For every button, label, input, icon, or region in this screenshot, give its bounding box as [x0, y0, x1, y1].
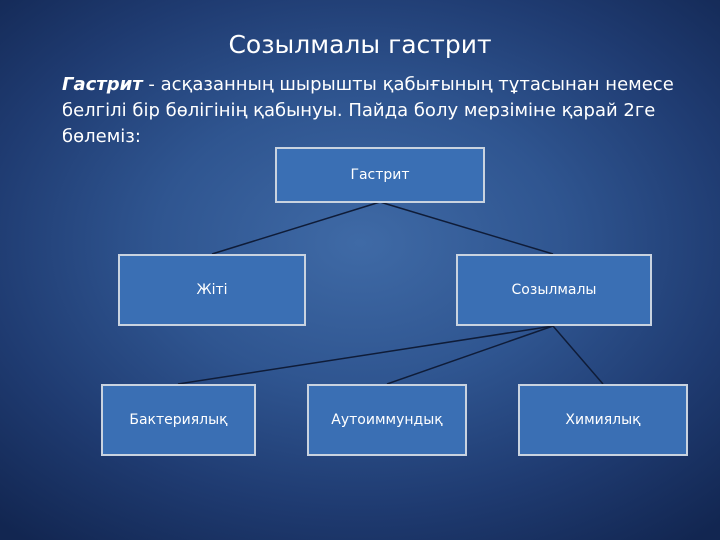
node-gastritis-root: Гастрит — [275, 147, 485, 203]
node-bacterial: Бактериялық — [101, 384, 256, 456]
definition-text: - асқазанның шырышты қабығының тұтасынан немесе белгілі бір бөлігінің қабынуы. Пайда болу мерзіміне қарай 2ге бөлеміз: — [62, 74, 674, 147]
connector-chronic-to-bacterial — [178, 326, 553, 384]
node-acute: Жіті — [118, 254, 306, 326]
slide-title: Созылмалы гастрит — [228, 30, 492, 59]
connector-root-to-chronic — [380, 202, 553, 254]
node-chronic: Созылмалы — [456, 254, 652, 326]
node-chemical: Химиялық — [518, 384, 688, 456]
connector-root-to-acute — [212, 202, 380, 254]
node-autoimmune: Аутоиммундық — [307, 384, 467, 456]
definition-term: Гастрит — [62, 74, 143, 95]
connector-chronic-to-autoimmune — [387, 326, 553, 384]
connector-chronic-to-chemical — [553, 326, 603, 384]
